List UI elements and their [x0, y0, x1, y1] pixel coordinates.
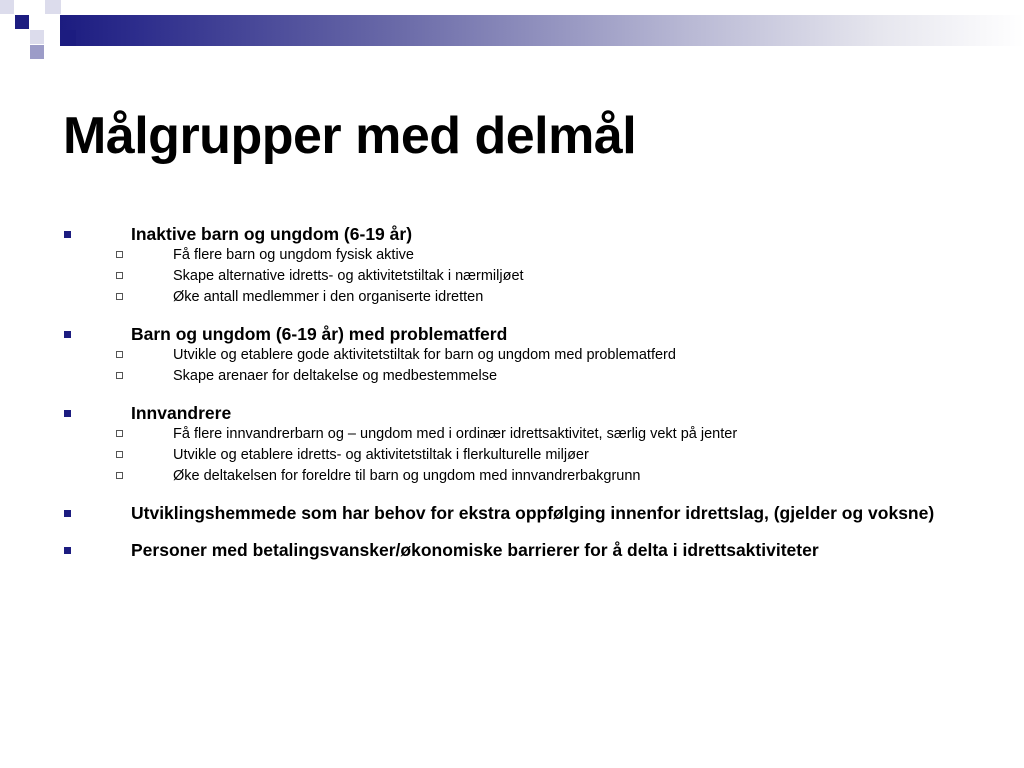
decor-square — [45, 0, 61, 14]
sub-bullet-text: Få flere barn og ungdom fysisk aktive — [173, 247, 414, 263]
sub-bullet-text: Utvikle og etablere gode aktivitetstiltak for barn og ungdom med problematferd — [173, 347, 676, 363]
square-bullet-icon — [64, 547, 71, 554]
hollow-square-bullet-icon — [116, 293, 123, 300]
sub-bullet-item — [60, 424, 980, 445]
sub-bullet-text: Øke deltakelsen for foreldre til barn og ungdom med innvandrerbakgrunn — [173, 468, 641, 484]
hollow-square-bullet-icon — [116, 272, 123, 279]
decor-square — [15, 15, 29, 29]
slide-title: Målgrupper med delmål — [63, 107, 637, 165]
decor-square — [14, 30, 30, 44]
sub-bullet-item — [60, 445, 980, 466]
bullet-group — [60, 224, 980, 308]
hollow-square-bullet-icon — [116, 251, 123, 258]
sub-bullet-item — [60, 245, 980, 266]
sub-bullet-text: Skape arenaer for deltakelse og medbestemmelse — [173, 368, 498, 384]
decor-square — [30, 30, 44, 44]
decor-square — [30, 45, 44, 59]
sub-bullet-item — [60, 466, 980, 487]
decor-square — [60, 30, 76, 46]
hollow-square-bullet-icon — [116, 351, 123, 358]
bullet-group — [60, 403, 980, 487]
bullet-heading: Barn og ungdom (6-19 år) med problematferd — [131, 324, 508, 344]
bullet-heading: Inaktive barn og ungdom (6-19 år) — [131, 224, 413, 244]
bullet-heading: Personer med betalingsvansker/økonomiske barrierer for å delta i idrettsaktiviteter — [131, 540, 819, 560]
bullet-heading: Innvandrere — [131, 403, 232, 423]
bullet-list — [60, 224, 980, 577]
hollow-square-bullet-icon — [116, 430, 123, 437]
decor-square — [45, 15, 60, 30]
square-bullet-icon — [64, 410, 71, 417]
hollow-square-bullet-icon — [116, 451, 123, 458]
decor-square — [0, 0, 14, 14]
bullet-item — [60, 403, 980, 424]
sub-bullet-item — [60, 366, 980, 387]
bullet-group — [60, 324, 980, 387]
bullet-item — [60, 503, 980, 524]
hollow-square-bullet-icon — [116, 372, 123, 379]
hollow-square-bullet-icon — [116, 472, 123, 479]
square-bullet-icon — [64, 331, 71, 338]
bullet-group — [60, 540, 980, 561]
header-gradient-band — [60, 15, 1024, 46]
bullet-item — [60, 540, 980, 561]
square-bullet-icon — [64, 231, 71, 238]
bullet-item — [60, 324, 980, 345]
sub-bullet-text: Øke antall medlemmer i den organiserte idretten — [173, 289, 484, 305]
sub-bullet-item — [60, 345, 980, 366]
decor-square — [62, 0, 76, 14]
sub-bullet-item — [60, 266, 980, 287]
bullet-group — [60, 503, 980, 524]
bullet-heading: Utviklingshemmede som har behov for ekstra oppfølging innenfor idrettslag, (gjelder og voksne) — [131, 503, 935, 523]
sub-bullet-item — [60, 287, 980, 308]
sub-bullet-text: Skape alternative idretts- og aktivitetstiltak i nærmiljøet — [173, 268, 524, 284]
bullet-item — [60, 224, 980, 245]
sub-bullet-text: Utvikle og etablere idretts- og aktivitetstiltak i flerkulturelle miljøer — [173, 447, 589, 463]
sub-bullet-text: Få flere innvandrerbarn og – ungdom med i ordinær idrettsaktivitet, særlig vekt på jenter — [173, 426, 738, 442]
square-bullet-icon — [64, 510, 71, 517]
